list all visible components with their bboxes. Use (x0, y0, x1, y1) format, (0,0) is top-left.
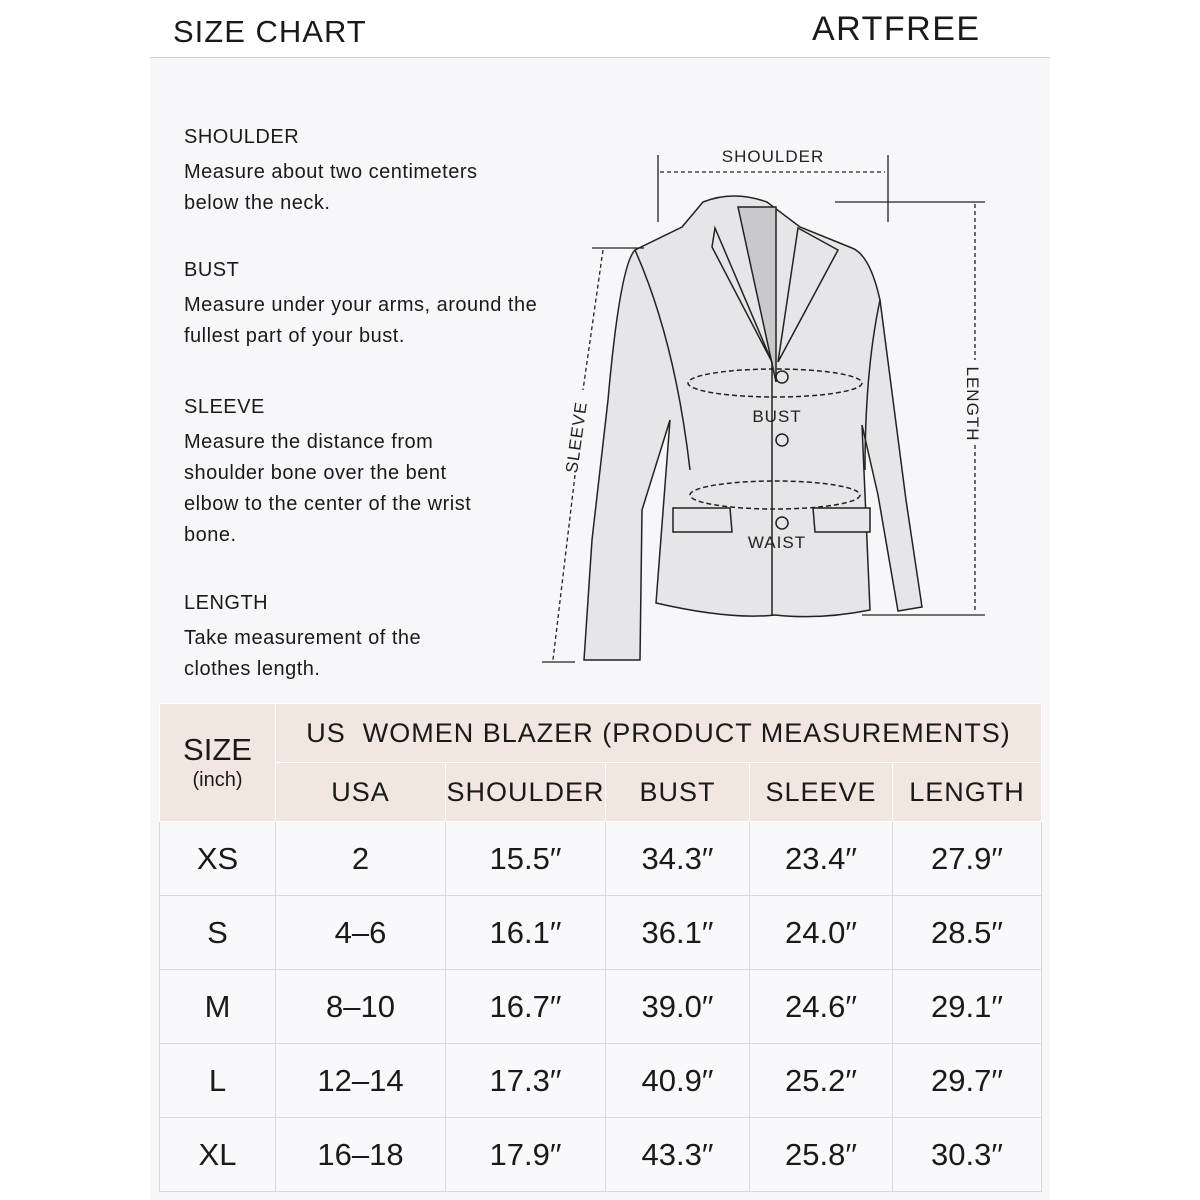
table-cell: 12–14 (276, 1044, 446, 1118)
table-title: US WOMEN BLAZER (PRODUCT MEASUREMENTS) (276, 704, 1042, 763)
size-label: SIZE (183, 731, 252, 767)
diagram-label-bust: BUST (752, 407, 802, 426)
table-cell: 4–6 (276, 896, 446, 970)
table-cell: 2 (276, 822, 446, 896)
table-cell: 16.7′′ (446, 970, 606, 1044)
diagram-label-sleeve: SLEEVE (562, 400, 591, 475)
column-header: LENGTH (893, 763, 1042, 822)
table-cell: 25.8′′ (750, 1118, 893, 1192)
guide-bust (184, 255, 554, 352)
column-header: SLEEVE (750, 763, 893, 822)
table-cell: 36.1′′ (606, 896, 750, 970)
table-cell: 15.5′′ (446, 822, 606, 896)
guide-heading: SHOULDER (184, 126, 300, 148)
guide-shoulder (184, 122, 554, 219)
guide-sleeve (184, 392, 554, 551)
table-cell: 28.5′′ (893, 896, 1042, 970)
brand-logo: ARTFREE (812, 10, 981, 48)
diagram-label-length: LENGTH (963, 366, 982, 442)
table-cell: 16–18 (276, 1118, 446, 1192)
unit-label: (inch) (192, 768, 243, 791)
diagram-label-waist: WAIST (747, 533, 807, 552)
table-cell: 17.9′′ (446, 1118, 606, 1192)
blazer-diagram (540, 140, 1000, 680)
table-cell: 16.1′′ (446, 896, 606, 970)
diagram-label-shoulder: SHOULDER (721, 147, 825, 166)
size-cell: L (160, 1044, 276, 1118)
page-title: SIZE CHART (173, 14, 367, 49)
guide-heading: BUST (184, 259, 240, 281)
table-row (160, 822, 1042, 896)
guide-text: Measure under your arms, around the fullest part of your bust. (184, 294, 538, 347)
table-cell: 30.3′′ (893, 1118, 1042, 1192)
size-header (160, 704, 276, 822)
table-row (160, 1044, 1042, 1118)
size-cell: XS (160, 822, 276, 896)
table-cell: 29.7′′ (893, 1044, 1042, 1118)
table-cell: 23.4′′ (750, 822, 893, 896)
size-cell: M (160, 970, 276, 1044)
table-cell: 43.3′′ (606, 1118, 750, 1192)
guide-text: Measure the distance from shoulder bone over the bent elbow to the center of the wrist bone. (184, 431, 472, 546)
guide-heading: SLEEVE (184, 396, 265, 418)
blazer-icon (584, 196, 922, 660)
table-cell: 24.0′′ (750, 896, 893, 970)
size-table (159, 703, 1042, 1192)
column-header: USA (276, 763, 446, 822)
table-cell: 27.9′′ (893, 822, 1042, 896)
column-header: BUST (606, 763, 750, 822)
table-row (160, 1118, 1042, 1192)
table-cell: 29.1′′ (893, 970, 1042, 1044)
table-row (160, 970, 1042, 1044)
table-cell: 8–10 (276, 970, 446, 1044)
table-cell: 34.3′′ (606, 822, 750, 896)
guide-text: Measure about two centimeters below the neck. (184, 161, 478, 214)
column-header: SHOULDER (446, 763, 606, 822)
table-cell: 40.9′′ (606, 1044, 750, 1118)
guide-heading: LENGTH (184, 592, 269, 614)
guide-length (184, 588, 554, 685)
table-cell: 39.0′′ (606, 970, 750, 1044)
size-cell: S (160, 896, 276, 970)
table-row (160, 896, 1042, 970)
guide-text: Take measurement of the clothes length. (184, 627, 422, 680)
table-cell: 25.2′′ (750, 1044, 893, 1118)
table-cell: 17.3′′ (446, 1044, 606, 1118)
table-cell: 24.6′′ (750, 970, 893, 1044)
size-cell: XL (160, 1118, 276, 1192)
